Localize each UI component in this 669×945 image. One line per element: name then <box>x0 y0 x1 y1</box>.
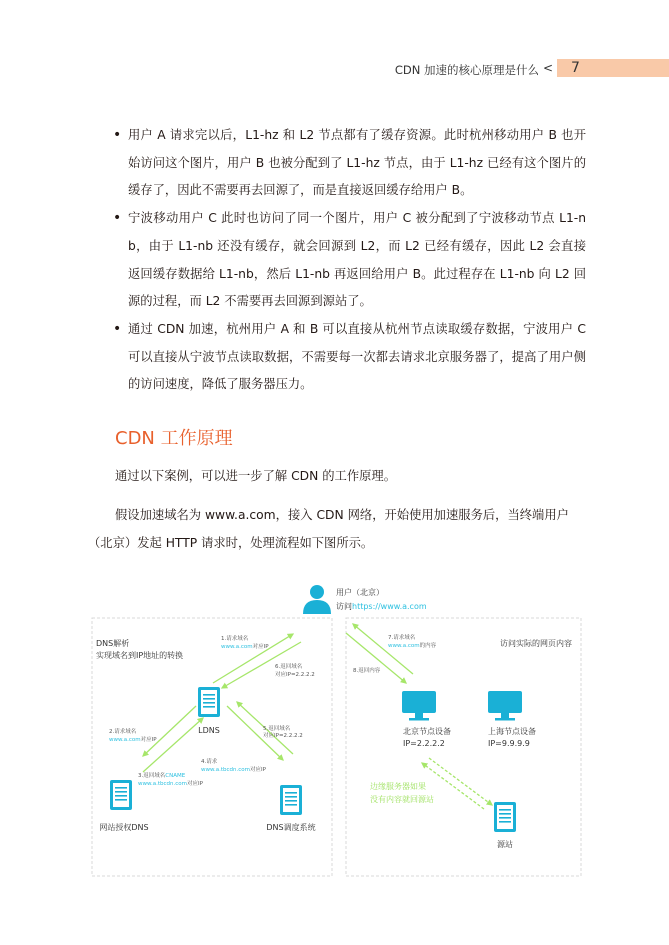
step-1-label: 1.请求域名 <box>221 636 249 642</box>
step-2-label: 2.请求域名 <box>109 729 137 735</box>
step-6-label: 6.返回域名 <box>275 664 303 670</box>
dns-panel-title: DNS解析 <box>96 639 130 648</box>
shanghai-node-label: 上海节点设备 <box>488 727 536 736</box>
bullet-item: • 通过 CDN 加速，杭州用户 A 和 B 可以直接从杭州节点读取缓存数据，宁波用户 C 可以直接从宁波节点读取数据，不需要每一次都去请求北京服务器了，提高了用户侧的访问速度，降低了服务器压力。 <box>110 316 586 399</box>
step-3-label: 3.返回域名CNAME <box>138 773 186 779</box>
step-5-label: 5.返回域名 <box>263 726 291 732</box>
beijing-node-label: 北京节点设备 <box>403 727 451 736</box>
running-header-title: CDN 加速的核心原理是什么 <box>394 63 539 77</box>
user-icon <box>303 585 331 614</box>
bullet-item: • 用户 A 请求完以后，L1-hz 和 L2 节点都有了缓存资源。此时杭州移动用户 B 也开始访问这个图片，用户 B 也被分配到了 L1-hz 节点，由于 L1-hz 已经有这个图片的缓存了，因此不需要再去回源了，而是直接返回缓存给用户 B。 <box>110 122 586 205</box>
step-4-label: 4.请求 <box>201 759 218 765</box>
step-5-detail: 对应IP=2.2.2.2 <box>263 733 303 739</box>
running-header-chevron: < <box>543 61 554 75</box>
step-2-detail: www.a.com对应IP <box>109 737 157 743</box>
user-visit-label: 访问https://www.a.com <box>336 602 427 611</box>
section-title: CDN 工作原理 <box>115 428 233 449</box>
dns-sched-label: DNS调度系统 <box>266 823 316 832</box>
dns-panel-subtitle: 实现域名到IP地址的转换 <box>96 651 184 660</box>
arrow-step-8 <box>353 624 413 674</box>
step-1-detail: www.a.com对应IP <box>221 644 269 650</box>
edge-note-line2: 没有内容就回源站 <box>370 795 434 804</box>
auth-dns-server-icon <box>110 780 132 810</box>
dns-sched-server-icon <box>280 785 302 815</box>
content-panel-title: 访问实际的网页内容 <box>500 639 572 648</box>
shanghai-node-ip: IP=9.9.9.9 <box>488 739 530 748</box>
step-7-label: 7.请求域名 <box>388 635 416 641</box>
step-3-detail: www.a.tbcdn.com对应IP <box>138 781 203 787</box>
step-7-detail: www.a.com的内容 <box>388 643 437 649</box>
shanghai-node-icon <box>488 691 522 721</box>
user-label: 用户（北京） <box>336 588 384 597</box>
step-8-label: 8.返回内容 <box>353 668 381 674</box>
bullet-item: • 宁波移动用户 C 此时也访问了同一个图片，用户 C 被分配到了宁波移动节点 L1-nb，由于 L1-nb 还没有缓存，就会回源到 L2，而 L2 已经有缓存，因此 L2 会直接返回缓存数据给 L1-nb，然后 L1-nb 再返回给用户 B。此过程存在 L1-nb 向 L2 回源的过程，而 L2 不需要再去回源到源站了。 <box>110 205 586 316</box>
cdn-flow-diagram <box>91 580 583 878</box>
beijing-node-icon <box>402 691 436 721</box>
arrow-origin-fetch <box>429 758 492 805</box>
edge-note-line1: 边缘服务器如果 <box>370 782 426 791</box>
page-number: 7 <box>571 60 580 76</box>
origin-server-icon <box>494 802 516 832</box>
ldns-label: LDNS <box>198 726 220 735</box>
origin-label: 源站 <box>497 840 513 849</box>
auth-dns-label: 网站授权DNS <box>99 823 149 832</box>
arrow-step-3 <box>143 718 203 772</box>
ldns-server-icon <box>198 687 220 717</box>
content-panel <box>346 618 581 876</box>
step-6-detail: 对应IP=2.2.2.2 <box>275 672 315 678</box>
scenario-paragraph: 假设加速域名为 www.a.com，接入 CDN 网络，开始使用加速服务后，当终端用户（北京）发起 HTTP 请求时，处理流程如下图所示。 <box>88 508 569 550</box>
step-4-detail: www.a.tbcdn.com对应IP <box>201 767 266 773</box>
beijing-node-ip: IP=2.2.2.2 <box>403 739 445 748</box>
page-number-tab <box>557 59 669 77</box>
bullet-list <box>110 122 586 399</box>
intro-paragraph: 通过以下案例，可以进一步了解 CDN 的工作原理。 <box>115 469 397 483</box>
